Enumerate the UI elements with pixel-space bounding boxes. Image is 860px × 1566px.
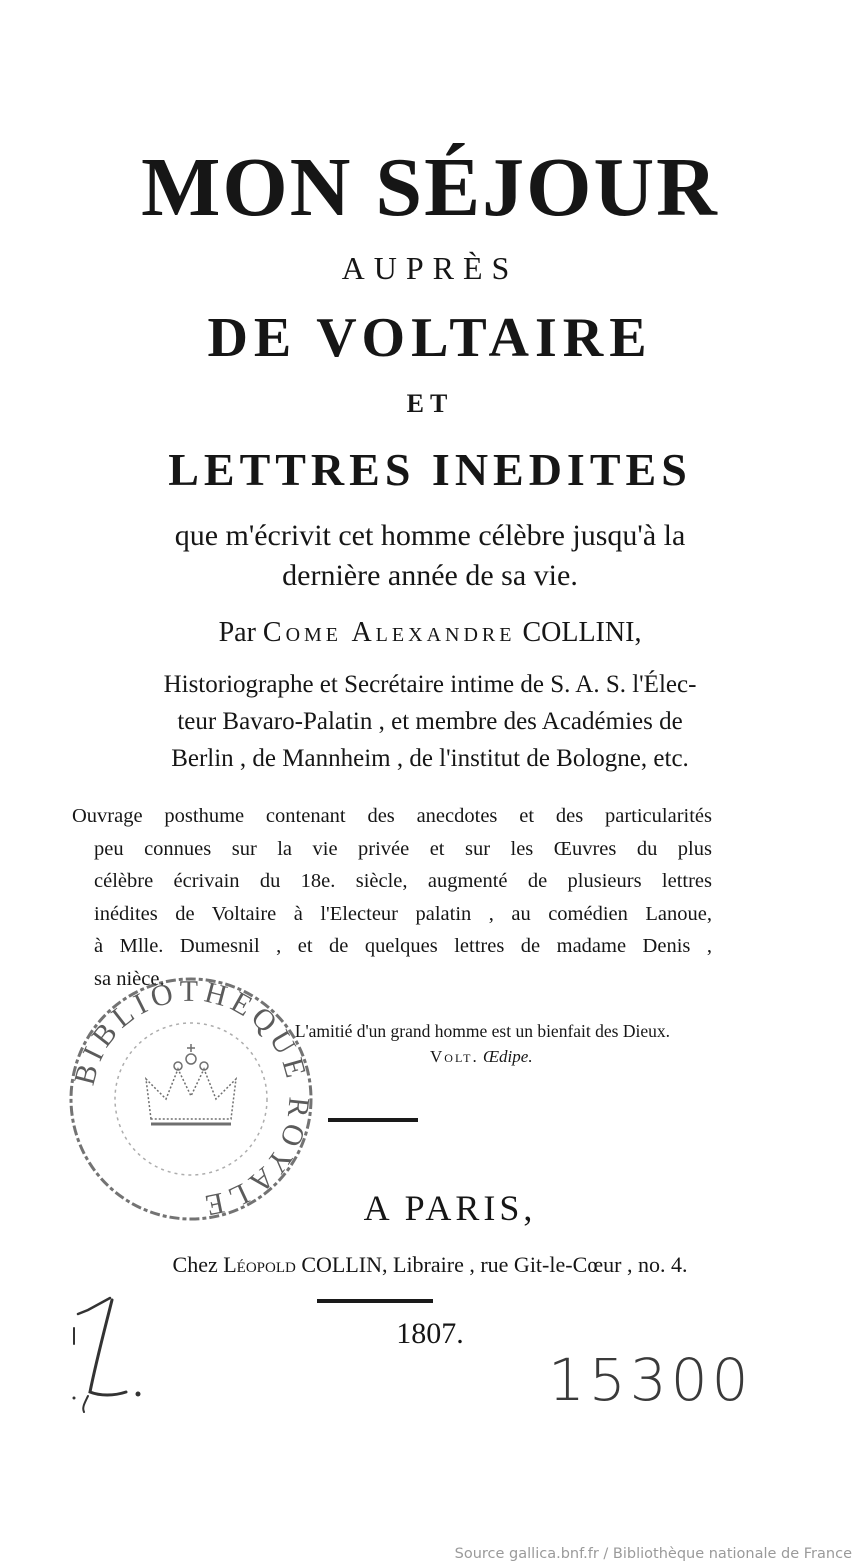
description [72,800,712,995]
handwritten-shelfmark [60,1292,150,1422]
accession-number: 15300 [548,1346,753,1414]
author-surname: COLLINI [522,617,635,648]
epigraph-work: Œdipe. [483,1047,533,1066]
year-rule [317,1299,433,1303]
source-note: Source gallica.bnf.fr / Bibliothèque nationale de France [454,1546,852,1562]
imprint-city: A PARIS, [363,1188,537,1228]
epigraph-quote: L'amitié d'un grand homme est un bienfait des Dieux. [294,1021,670,1041]
imprint-address: , Libraire , rue Git-le-Cœur , no. 4. [382,1252,688,1277]
title-main: MON SÉJOUR [141,141,719,234]
stamp-text: BIBLIOTHEQUE ROYALE [67,974,316,1223]
imprint-publisher-name: COLLIN [301,1252,382,1277]
author-titles [0,666,860,777]
epigraph-citation [430,1044,630,1070]
author-line [0,614,860,652]
author-suffix: , [634,617,642,648]
title-aupres: AUPRÈS [341,250,519,286]
author-titles-line-1: Historiographe et Secrétaire intime de S. A. S. l'Élec- [163,671,697,698]
imprint-publisher [0,1248,860,1282]
subtitle [0,516,860,596]
author-titles-line-2: teur Bavaro-Palatin , et membre des Académies de [177,708,683,735]
title-et: ET [406,389,454,418]
subtitle-line-2: dernière année de sa vie. [282,559,578,592]
description-line-2: peu connues sur la vie privée et sur les Œuvres du plus [94,837,712,860]
description-line-5: à Mlle. Dumesnil , et de quelques lettres de madame Denis , [94,935,712,957]
imprint-publisher-given: Léopold [223,1252,296,1277]
imprint-chez: Chez [172,1252,218,1277]
title-voltaire: DE VOLTAIRE [207,307,653,369]
author-par: Par [218,617,256,648]
description-line-1: Ouvrage posthume contenant des anecdotes et des particularités [72,805,712,827]
description-line-3: célèbre écrivain du 18e. siècle, augmenté de plusieurs lettres [94,870,712,892]
imprint-year: 1807. [396,1317,464,1350]
description-line-4: inédites de Voltaire à l'Electeur palatin , au comédien Lanoue, [94,902,712,925]
crown-icon [146,1044,236,1124]
title-lettres: LETTRES INEDITES [168,444,692,495]
subtitle-line-1: que m'écrivit cet homme célèbre jusqu'à la [174,519,686,552]
author-titles-line-3: Berlin , de Mannheim , de l'institut de Bologne, etc. [171,745,689,772]
description-line-6: sa nièce. [94,967,165,990]
divider-rule [328,1118,418,1122]
epigraph-author: Volt. [430,1047,479,1066]
author-given-names: Come Alexandre [262,617,516,648]
